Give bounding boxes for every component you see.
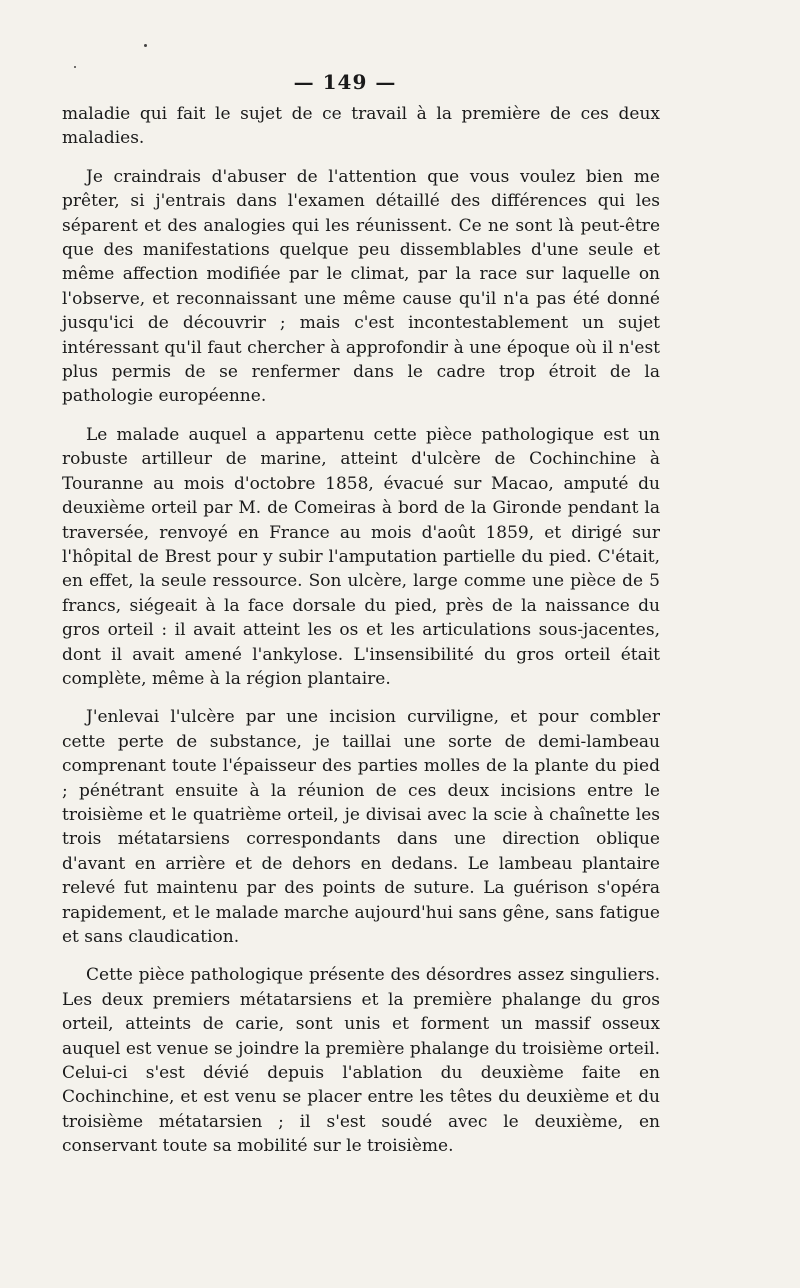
- ink-speck: [74, 66, 76, 68]
- paragraph-2: Je craindrais d'abuser de l'attention que vous voulez bien me prêter, si j'entrais dans l'examen détaillé des différences qui les séparent et des analogies qui les réunissent. Ce ne sont là peut-être que des manifestations quelque peu dissemblables d'une seule et même affection modifiée par le climat, par la race sur laquelle on l'observe, et reconnaissant une même cause qu'il n'a pas été donné jusqu'ici de découvrir ; mais c'est incontestablement un sujet intéressant qu'il faut chercher à approfondir à une époque où il n'est plus permis de se renfermer dans le cadre trop étroit de la pathologie européenne.: [62, 166, 660, 407]
- body-text: [62, 102, 660, 1173]
- paragraph-1: maladie qui fait le sujet de ce travail à la première de ces deux maladies.: [62, 104, 660, 149]
- ink-speck: [144, 44, 147, 47]
- paragraph-5: Cette pièce pathologique présente des désordres assez singuliers. Les deux premiers métatarsiens et la première phalange du gros orteil, atteints de carie, sont unis et forment un massif osseux auquel est venue se joindre la première phalange du troisième orteil. Celui-ci s'est dévié depuis l'ablation du deuxième faite en Cochinchine, et est venu se placer entre les têtes du deuxième et du troisième métatarsien ; il s'est soudé avec le deuxième, en conservant toute sa mobilité sur le troisième.: [62, 965, 660, 1157]
- paragraph-3: Le malade auquel a appartenu cette pièce pathologique est un robuste artilleur de marine, atteint d'ulcère de Cochinchine à Touranne au mois d'octobre 1858, évacué sur Macao, amputé du deuxième orteil par M. de Comeiras à bord de la Gironde pendant la traversée, renvoyé en France au mois d'août 1859, et dirigé sur l'hôpital de Brest pour y subir l'amputation partielle du pied. C'était, en effet, la seule ressource. Son ulcère, large comme une pièce de 5 francs, siégeait à la face dorsale du pied, près de la naissance du gros orteil : il avait atteint les os et les articulations sous-jacentes, dont il avait amené l'ankylose. L'insensibilité du gros orteil était complète, même à la région plantaire.: [62, 424, 660, 689]
- paragraph-4: J'enlevai l'ulcère par une incision curviligne, et pour combler cette perte de substance, je taillai une sorte de demi-lambeau comprenant toute l'épaisseur des parties molles de la plante du pied ; pénétrant ensuite à la réunion de ces deux incisions entre le troisième et le quatrième orteil, je divisai avec la scie à chaînette les trois métatarsiens correspondants dans une direction oblique d'avant en arrière et de dehors en dedans. Le lambeau plantaire relevé fut maintenu par des points de suture. La guérison s'opéra rapidement, et le malade marche aujourd'hui sans gêne, sans fatigue et sans claudication.: [62, 707, 660, 947]
- page-number: — 149 —: [293, 70, 397, 94]
